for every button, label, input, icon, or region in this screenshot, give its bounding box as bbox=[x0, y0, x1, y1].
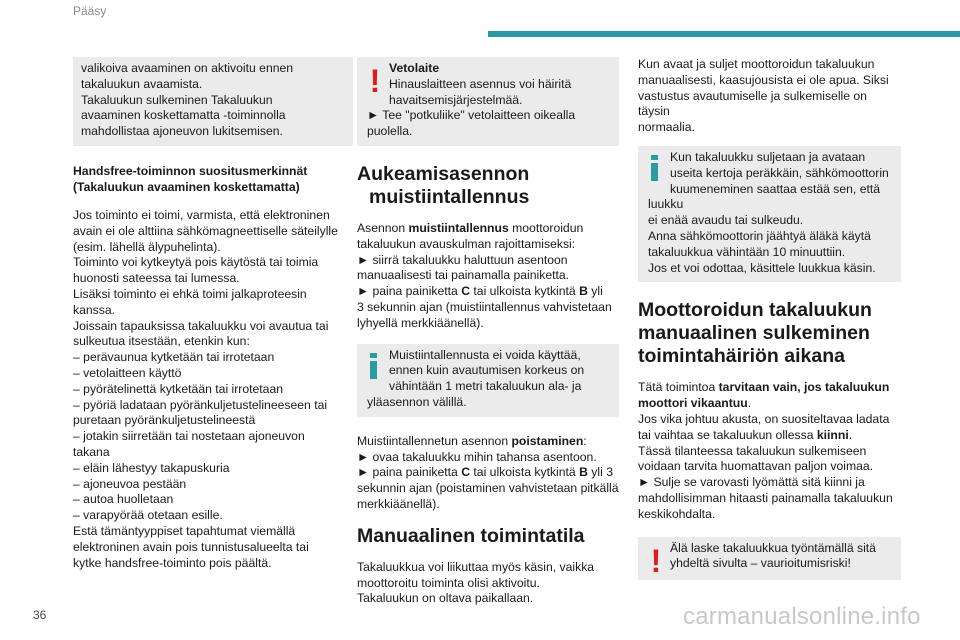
body-line: vastustus avautumiselle ja sulkemiselle on täysin bbox=[638, 88, 867, 119]
text: yli 3 bbox=[587, 465, 613, 480]
heading-line: Aukeamisasennon bbox=[357, 162, 530, 185]
fault-body bbox=[638, 380, 901, 522]
body-line: mahdollisimman hitaasti painamalla takaluukun bbox=[638, 490, 893, 505]
info-line: yläasennon välillä. bbox=[367, 394, 467, 409]
body-line bbox=[357, 221, 619, 237]
text: . bbox=[848, 427, 853, 442]
text: ► paina painiketta bbox=[357, 284, 462, 299]
body-line: Lisäksi toiminto ei ehkä toimi jalkaproteesin bbox=[73, 286, 307, 301]
watermark: carmanualsonline.info bbox=[683, 603, 921, 630]
text: Tätä toimintoa bbox=[638, 380, 719, 395]
body-line: elektroninen avain pois tunnistusalueelta tai bbox=[73, 539, 309, 554]
section-title: Pääsy bbox=[73, 4, 107, 18]
switch-ref-b: B bbox=[579, 284, 588, 299]
info-line: takaluukkua vähintään 10 minuuttiin. bbox=[648, 244, 846, 259]
info-icon bbox=[365, 353, 383, 391]
body-line: Estä tämäntyyppiset tapahtumat viemällä bbox=[73, 523, 296, 538]
body-line: Toiminto voi kytkeytyä pois käytöstä tai toimia bbox=[73, 255, 319, 270]
text: ► paina painiketta bbox=[357, 465, 462, 480]
info-line: Jos et voi odottaa, käsittele luukkua käsin. bbox=[648, 260, 876, 275]
body-line: Jos vika johtuu akusta, on suositeltavaa ladata bbox=[638, 411, 890, 426]
warning-line: ► Tee "potkuliike" vetolaitteen oikealla bbox=[367, 108, 576, 123]
info-line: ennen kuin avautumisen korkeus on bbox=[389, 363, 585, 378]
handsfree-subheading bbox=[73, 163, 353, 195]
bold-text: poistaminen bbox=[511, 433, 584, 448]
delete-body bbox=[357, 434, 619, 513]
switch-ref-b: B bbox=[579, 465, 588, 480]
button-ref-c: C bbox=[461, 465, 471, 480]
damage-warning-box bbox=[638, 537, 901, 581]
text: tai vaihtaa se takaluukun ollessa bbox=[638, 427, 817, 442]
body-line: huonosti sateessa tai lumessa. bbox=[73, 271, 240, 286]
body-line bbox=[638, 428, 901, 444]
body-line: 3 sekunnin ajan (muistiintallennus vahvistetaan bbox=[357, 299, 612, 314]
step-line bbox=[357, 284, 619, 300]
intro-body bbox=[638, 57, 901, 136]
body-line: normaalia. bbox=[638, 120, 695, 135]
body-line: keskikohdalta. bbox=[638, 506, 716, 521]
step-line: ► Sulje se varovasti lyömättä sitä kiinni ja bbox=[638, 475, 865, 490]
body-line: kanssa. bbox=[73, 302, 116, 317]
list-item: – pyöriä ladataan pyöränkuljetustelineeseen tai bbox=[73, 397, 328, 412]
heading-line: muistiintallennus bbox=[369, 185, 530, 208]
warning-line: Hinauslaitteen asennus voi häiritä bbox=[389, 76, 572, 91]
list-item: – eläin lähestyy takapuskuria bbox=[73, 460, 230, 475]
body-line bbox=[357, 434, 619, 450]
text: moottoroidun bbox=[508, 220, 584, 235]
list-item: – ajoneuvoa pestään bbox=[73, 476, 187, 491]
body-line: sulkeutua itsestään, etenkin kun: bbox=[73, 334, 250, 349]
manual-mode-heading: Manuaalinen toimintatila bbox=[357, 524, 585, 547]
column-1 bbox=[73, 57, 353, 571]
manual-body bbox=[357, 560, 619, 607]
info-line: Muistiintallennusta ei voida käyttää, bbox=[389, 347, 581, 362]
info-icon bbox=[646, 155, 664, 193]
subheading-line: Handsfree-toiminnon suositusmerkinnät bbox=[73, 163, 308, 178]
note-line: Takaluukun sulkeminen Takaluukun bbox=[81, 92, 273, 107]
handsfree-body bbox=[73, 208, 353, 571]
heading-line: toimintahäiriön aikana bbox=[638, 345, 845, 368]
heading-line: manuaalinen sulkeminen bbox=[638, 322, 870, 345]
step-line: ► siirrä takaluukku haluttuun asentoon bbox=[357, 252, 568, 267]
column-3 bbox=[638, 57, 901, 597]
text: . bbox=[747, 396, 752, 411]
header-accent-bar bbox=[488, 31, 960, 37]
fault-heading bbox=[638, 299, 901, 368]
body-line: voidaan tarvita huomattavan paljon voimaa. bbox=[638, 459, 874, 474]
heading-line: Moottoroidun takaluukun bbox=[638, 299, 872, 322]
note-line: takaluukun avaamista. bbox=[81, 76, 203, 91]
button-ref-c: C bbox=[461, 284, 471, 299]
exclamation-icon: ! bbox=[650, 542, 662, 579]
body-line: Tässä tilanteessa takaluukun sulkemiseen bbox=[638, 443, 867, 458]
text: Asennon bbox=[357, 220, 409, 235]
memory-heading bbox=[357, 163, 619, 209]
step-line: ► ovaa takaluukku mihin tahansa asentoon. bbox=[357, 449, 597, 464]
bold-text: kiinni bbox=[816, 427, 849, 442]
memory-info-box bbox=[357, 344, 619, 417]
warning-title: Vetolaite bbox=[389, 61, 440, 75]
list-item: – pyörätelinettä kytketään tai irrotetaan bbox=[73, 381, 284, 396]
list-item: – varapyörää otetaan esille. bbox=[73, 508, 223, 523]
warning-line: Älä laske takaluukkua työntämällä sitä bbox=[670, 540, 876, 555]
body-line: kytke handsfree-toiminto pois päältä. bbox=[73, 555, 272, 570]
overheat-info-box bbox=[638, 146, 901, 282]
memory-body bbox=[357, 221, 619, 332]
warning-line: yhdeltä sivulta – vaurioitumisriski! bbox=[670, 556, 851, 571]
bold-text: moottori vikaantuu bbox=[638, 396, 748, 411]
column-2 bbox=[357, 57, 619, 607]
list-item: – jotakin siirretään tai nostetaan ajoneuvon bbox=[73, 429, 305, 444]
info-line: Kun takaluukku suljetaan ja avataan bbox=[670, 149, 866, 164]
list-item: takana bbox=[73, 444, 110, 459]
list-item: puretaan pyöränkuljetustelineestä bbox=[73, 413, 256, 428]
text: : bbox=[583, 433, 587, 448]
note-box bbox=[73, 57, 353, 146]
info-line: vähintään 1 metri takaluukun ala- ja bbox=[389, 379, 582, 394]
exclamation-icon: ! bbox=[369, 63, 381, 99]
body-line: takaluukun avauskulman rajoittamiseksi: bbox=[357, 236, 576, 251]
info-line: ei enää avaudu tai sulkeudu. bbox=[648, 213, 804, 228]
list-item: – perävaunua kytketään tai irrotetaan bbox=[73, 350, 275, 365]
warning-line: puolella. bbox=[367, 124, 413, 139]
info-line: kuumeneminen saattaa estää sen, että luukku bbox=[648, 181, 881, 212]
body-line: avain ei ole alttiina sähkömagneettiselle säteilylle bbox=[73, 223, 338, 238]
note-line: valikoiva avaaminen on aktivoitu ennen bbox=[81, 61, 294, 75]
note-line: mahdollistaa ajoneuvon lukitsemisen. bbox=[81, 124, 283, 139]
text: yli bbox=[587, 284, 603, 299]
text: tai ulkoista kytkintä bbox=[470, 284, 580, 299]
list-item: – vetolaitteen käyttö bbox=[73, 365, 182, 380]
text: Muistiintallennetun asennon bbox=[357, 433, 512, 448]
body-line: Takaluukun on oltava paikallaan. bbox=[357, 591, 534, 606]
body-line: Kun avaat ja suljet moottoroidun takaluukun bbox=[638, 57, 875, 71]
body-line: Jos toiminto ei toimi, varmista, että elektroninen bbox=[73, 207, 330, 222]
text: tai ulkoista kytkintä bbox=[470, 465, 580, 480]
body-line: moottoroitu toiminta olisi aktivoitu. bbox=[357, 575, 540, 590]
body-line: (esim. lähellä älypuhelinta). bbox=[73, 239, 221, 254]
info-line: Anna sähkömoottorin jäähtyä äläkä käytä bbox=[648, 228, 871, 243]
bold-text: muistiintallennus bbox=[408, 220, 509, 235]
body-line: sekunnin ajan (poistaminen vahvistetaan pitkällä bbox=[357, 481, 619, 496]
list-item: – autoa huolletaan bbox=[73, 492, 174, 507]
body-line bbox=[638, 396, 901, 412]
body-line: lyhyellä merkkiäänellä). bbox=[357, 315, 484, 330]
body-line: manuaalisesti, kaasujousista ei ole apua. Siksi bbox=[638, 72, 889, 87]
towbar-warning-box bbox=[357, 57, 619, 146]
body-line: merkkiäänellä). bbox=[357, 496, 440, 511]
step-line: manuaalisesti tai painamalla painiketta. bbox=[357, 268, 570, 283]
page-number: 36 bbox=[33, 608, 47, 622]
body-line bbox=[638, 380, 901, 396]
bold-text: tarvitaan vain, jos takaluukun bbox=[718, 380, 890, 395]
note-line: avaaminen koskettamatta -toiminnolla bbox=[81, 108, 286, 123]
warning-line: havaitsemisjärjestelmää. bbox=[389, 92, 523, 107]
subheading-line: (Takaluukun avaaminen koskettamatta) bbox=[73, 179, 300, 194]
body-line: Takaluukkua voi liikuttaa myös käsin, vaikka bbox=[357, 559, 595, 574]
body-line: Joissain tapauksissa takaluukku voi avautua tai bbox=[73, 318, 329, 333]
step-line bbox=[357, 465, 619, 481]
info-line: useita kertoja peräkkäin, sähkömoottorin bbox=[670, 165, 889, 180]
